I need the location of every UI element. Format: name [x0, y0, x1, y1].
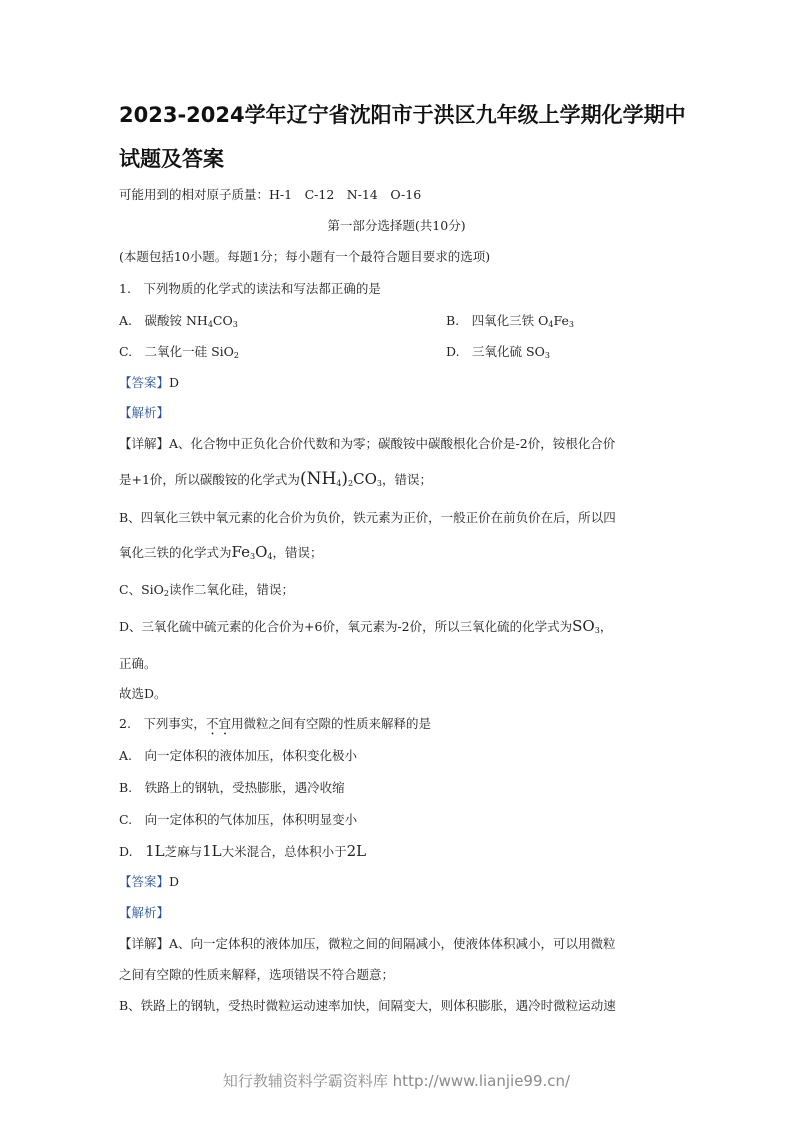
q1-option-b-sub1: 4	[548, 320, 554, 329]
q1-stem: 1. 下列物质的化学式的读法和写法都正确的是	[119, 281, 381, 296]
q1-option-d-sub: 3	[544, 351, 550, 360]
q1-detail-b-line1: B、四氧化三铁中氧元素的化合价为负价，铁元素为正价，一般正价在前负价在后，所以四	[119, 510, 616, 525]
q1-formula-sulfur-trioxide	[572, 617, 600, 635]
q2-option-a: A. 向一定体积的液体加压，体积变化极小	[119, 748, 358, 763]
q1-option-b-mid: Fe	[553, 313, 569, 328]
q1-detail-label: 【详解】	[119, 436, 170, 451]
part1-heading: 第一部分选择题(共10分)	[327, 218, 466, 233]
q2-answer-label: 【答案】	[119, 874, 170, 889]
q1-answer	[119, 374, 179, 392]
q1-formula-iron-oxide	[232, 543, 273, 561]
q2-option-b: B. 铁路上的钢轨，受热膨胀，遇冷收缩	[119, 780, 345, 795]
formula-sub: 3	[249, 552, 256, 561]
formula-part: (NH	[299, 469, 337, 489]
q1-detail-d-line2: 正确。	[119, 656, 157, 671]
document-title-line2: 试题及答案	[119, 147, 224, 171]
q1-option-c-sub: 2	[233, 351, 239, 360]
q1-option-a-text: A. 碳酸铵 NH	[119, 313, 208, 328]
formula-sub: 2	[348, 479, 354, 488]
q2-detail-a-line2: 之间有空隙的性质来解释，选项错误不符合题意；	[119, 967, 395, 982]
q2-option-c: C. 向一定体积的气体加压，体积明显变小	[119, 812, 358, 827]
q1-detail-d-line1	[119, 617, 612, 636]
q2-option-d-mid1: 芝麻与	[164, 844, 203, 859]
q1-detail-b2-pre: 氧化三铁的化学式为	[119, 545, 232, 560]
q1-detail-a2-post: ，错误；	[381, 472, 432, 487]
q1-option-b-text: B. 四氧化三铁 O	[446, 313, 549, 328]
q2-stem-emphasis: 不宜	[205, 716, 231, 731]
q2-option-d	[119, 842, 366, 861]
q1-detail-c-sub: 2	[163, 589, 169, 598]
q1-detail-a1-text: A、化合物中正负化合价代数和为零；碳酸铵中碳酸根化合价是-2价，铵根化合价	[169, 436, 616, 451]
q1-detail-c	[119, 581, 294, 599]
q2-option-d-pre: D.	[119, 844, 146, 859]
q1-option-b-sub2: 3	[568, 320, 574, 329]
q1-detail-b2-post: ，错误；	[272, 545, 323, 560]
formula-part: Fe	[231, 543, 250, 561]
q2-answer-value: D	[169, 874, 180, 889]
q1-analysis-label: 【解析】	[119, 405, 170, 420]
q1-option-d	[446, 343, 550, 361]
q2-answer	[119, 873, 179, 891]
formula-sub: 3	[594, 626, 600, 635]
formula-part: SO	[572, 617, 595, 635]
q2-option-d-vol2: 1L	[202, 842, 222, 860]
q2-stem-post: 用微粒之间有空隙的性质来解释的是	[230, 716, 431, 731]
formula-part: )	[341, 469, 349, 489]
q1-option-c	[119, 343, 239, 361]
q1-option-d-text: D. 三氧化硫 SO	[446, 344, 545, 359]
q1-option-a-sub1: 4	[207, 320, 213, 329]
q1-detail-d1-pre: D、三氧化硫中硫元素的化合价为+6价，氧元素为-2价，所以三氧化硫的化学式为	[119, 619, 573, 634]
atomic-mass-line: 可能用到的相对原子质量：H-1 C-12 N-14 O-16	[119, 187, 422, 202]
q2-option-d-vol1: 1L	[145, 842, 165, 860]
q2-analysis-label: 【解析】	[119, 905, 170, 920]
formula-part: O	[255, 543, 268, 561]
q1-option-c-text: C. 二氧化一硅 SiO	[119, 344, 234, 359]
q2-detail-a-line1	[119, 935, 616, 953]
q1-formula-ammonium-carbonate	[300, 470, 382, 488]
q1-option-a-sub2: 3	[232, 320, 238, 329]
q2-detail-label: 【详解】	[119, 936, 170, 951]
q1-answer-label: 【答案】	[119, 375, 170, 390]
formula-part: CO	[353, 470, 377, 488]
q1-detail-a2-pre: 是+1价，所以碳酸铵的化学式为	[119, 472, 300, 487]
footer-watermark-text: 知行教辅资料学霸资料库 http://www.lianjie99.cn/	[222, 1072, 571, 1090]
part1-note: (本题包括10小题。每题1分；每小题有一个最符合题目要求的选项)	[119, 249, 491, 264]
q2-stem	[119, 715, 431, 738]
q1-answer-value: D	[169, 375, 180, 390]
q1-option-a	[119, 312, 238, 330]
q2-detail-a1-text: A、向一定体积的液体加压，微粒之间的间隔减小，使液体体积减小，可以用微粒	[169, 936, 616, 951]
q2-stem-pre: 2. 下列事实，	[119, 716, 206, 731]
q2-detail-b-line1: B、铁路上的钢轨，受热时微粒运动速率加快，间隔变大，则体积膨胀，遇冷时微粒运动速	[119, 998, 616, 1013]
q1-detail-a-line2	[119, 470, 432, 489]
formula-sub: 4	[267, 552, 273, 561]
q2-option-d-mid2: 大米混合，总体积小于	[221, 844, 347, 859]
document-title-line1: 2023-2024学年辽宁省沈阳市于洪区九年级上学期化学期中	[119, 103, 686, 127]
formula-sub: 4	[336, 479, 342, 488]
q1-option-b	[446, 312, 574, 330]
q1-conclusion: 故选D。	[119, 686, 167, 701]
q1-detail-d1-post: ，	[599, 619, 613, 634]
q1-detail-c-pre: C、SiO	[119, 582, 164, 597]
q1-detail-a-line1	[119, 435, 615, 453]
q1-detail-c-post: 读作二氧化硅，错误；	[168, 582, 294, 597]
q2-option-d-vol3: 2L	[346, 842, 367, 860]
q1-option-a-mid: CO	[212, 313, 233, 328]
formula-sub: 3	[376, 479, 382, 488]
q1-detail-b-line2	[119, 543, 323, 562]
